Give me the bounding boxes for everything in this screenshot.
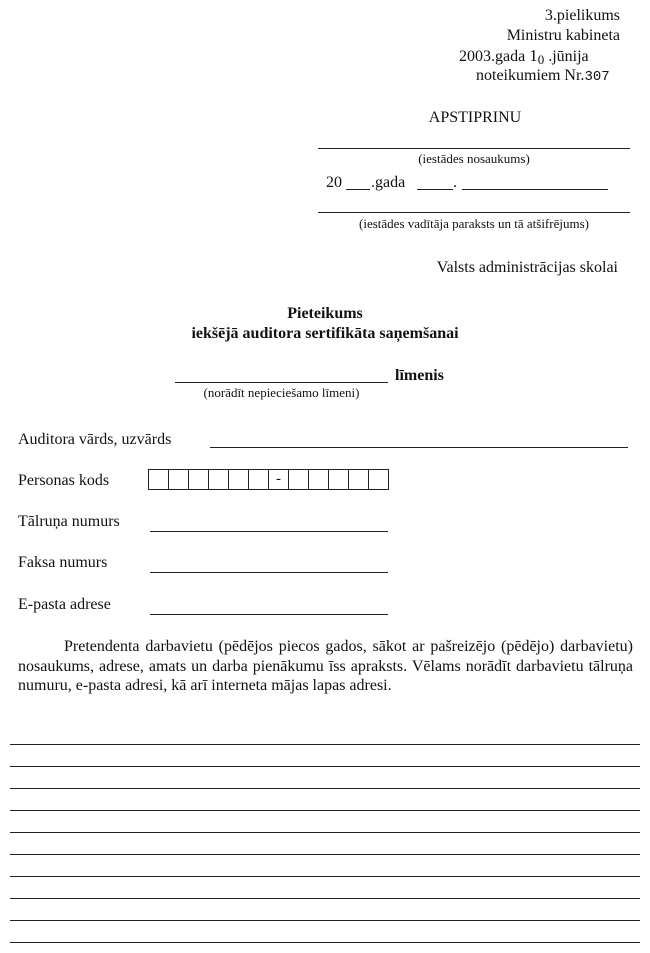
personal-code-cell[interactable] xyxy=(189,470,209,489)
form-subtitle: iekšējā auditora sertifikāta saņemšanai xyxy=(191,325,459,342)
month-blank xyxy=(462,189,608,190)
writing-line[interactable] xyxy=(10,920,640,921)
approval-date-year: 20 xyxy=(326,174,342,191)
level-label: līmenis xyxy=(395,367,444,384)
instructions-text: Pretendenta darbavietu (pēdējos piecos gados, sākot ar pašreizējo (pēdējo) darbavietu) nosaukums, adrese, amats un darba pienākumu īss apraksts. Vēlams norādīt darbavietu tālruņa numuru, e-pasta adresi, kā arī interneta mājas lapas adresi. xyxy=(18,638,633,694)
phone-label: Tālruņa numurs xyxy=(18,513,120,530)
cabinet-label: Ministru kabineta xyxy=(506,27,620,44)
regulation-date xyxy=(459,46,634,66)
personal-code-cell[interactable] xyxy=(329,470,349,489)
personal-code-cell[interactable] xyxy=(149,470,169,489)
personal-code-cell[interactable] xyxy=(249,470,269,489)
annex-number: 3.pielikums xyxy=(544,7,620,24)
fax-label: Faksa numurs xyxy=(18,554,108,571)
personal-code-cell[interactable] xyxy=(309,470,329,489)
addressee: Valsts administrācijas skolai xyxy=(436,259,618,276)
level-caption: (norādīt nepieciešamo līmeni) xyxy=(203,385,360,400)
personal-code-field[interactable] xyxy=(148,469,389,490)
name-field[interactable] xyxy=(210,447,628,448)
institution-line xyxy=(318,148,630,149)
personal-code-cell[interactable] xyxy=(229,470,249,489)
personal-code-cell[interactable] xyxy=(209,470,229,489)
instructions-paragraph xyxy=(18,637,633,696)
date-month: .jūnija xyxy=(548,48,589,65)
writing-line[interactable] xyxy=(10,854,640,855)
fax-field[interactable] xyxy=(150,572,388,573)
name-label: Auditora vārds, uzvārds xyxy=(18,431,172,448)
personal-code-cell[interactable] xyxy=(349,470,369,489)
email-label: E-pasta adrese xyxy=(18,596,111,613)
regulation-number-line xyxy=(476,66,636,87)
writing-line[interactable] xyxy=(10,876,640,877)
day-blank xyxy=(417,189,453,190)
signature-caption: (iestādes vadītāja paraksts un tā atšifrējums) xyxy=(359,216,589,231)
personal-code-separator: - xyxy=(269,470,289,489)
regulation-number: 307 xyxy=(584,69,610,85)
year-blank xyxy=(346,189,370,190)
writing-line[interactable] xyxy=(10,788,640,789)
regulation-label: noteikumiem Nr. xyxy=(476,67,585,84)
date-day: 1 xyxy=(529,46,538,65)
approval-date-dot: . xyxy=(453,174,457,191)
personal-code-label: Personas kods xyxy=(18,472,110,489)
email-field[interactable] xyxy=(150,614,388,615)
personal-code-cell[interactable] xyxy=(289,470,309,489)
personal-code-cell[interactable] xyxy=(369,470,388,489)
approval-title: APSTIPRINU xyxy=(428,109,522,126)
date-day-sub: 0 xyxy=(537,52,545,67)
writing-line[interactable] xyxy=(10,766,640,767)
date-prefix: 2003.gada xyxy=(459,48,526,65)
approval-date-gada: .gada xyxy=(371,174,406,191)
institution-caption: (iestādes nosaukums) xyxy=(418,151,530,166)
form-title: Pieteikums xyxy=(287,305,363,322)
writing-line[interactable] xyxy=(10,744,640,745)
writing-line[interactable] xyxy=(10,832,640,833)
personal-code-cell[interactable] xyxy=(169,470,189,489)
signature-line xyxy=(318,212,630,213)
writing-line[interactable] xyxy=(10,942,640,943)
level-line xyxy=(175,382,388,383)
writing-line[interactable] xyxy=(10,810,640,811)
phone-field[interactable] xyxy=(150,531,388,532)
writing-line[interactable] xyxy=(10,898,640,899)
